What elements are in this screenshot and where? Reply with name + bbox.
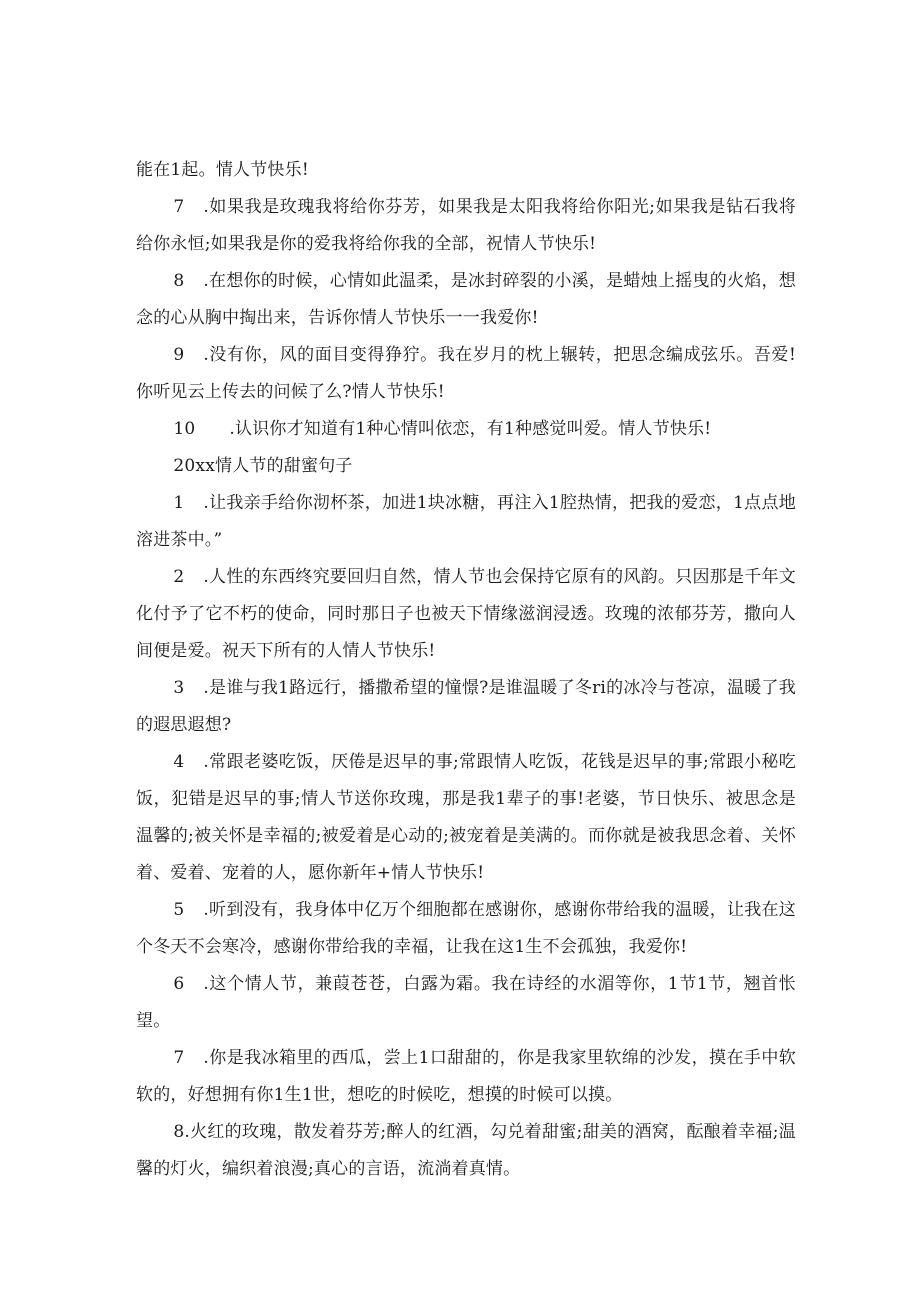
item-number: 5: [173, 900, 185, 920]
item-text: .这个情人节，兼葭苍苍，白露为霜。我在诗经的水湄等你，1节1节，翘首怅望。: [136, 974, 796, 1031]
item-number: 4: [173, 752, 185, 772]
item-text: .常跟老婆吃饭，厌倦是迟早的事;常跟情人吃饭，花钱是迟早的事;常跟小秘吃饭，犯错是迟早的事;情人节送你玫瑰，那是我1辈子的事!老婆，节日快乐、被思念是温馨的;被关怀是幸福的;被爱着是心动的;被宠着是美满的。而你就是被我思念着、关怀着、爱着、宠着的人，愿你新年+情人节快乐!: [136, 752, 796, 883]
item-text: .听到没有，我身体中亿万个细胞都在感谢你，感谢你带给我的温暖，让我在这个冬天不会寒冷，感谢你带给我的幸福，让我在这1生不会孤独，我爱你!: [136, 900, 796, 957]
list-item: [136, 892, 796, 966]
item-number: 2: [173, 567, 185, 587]
list-item: [136, 337, 796, 411]
item-text: .你是我冰箱里的西瓜，尝上1口甜甜的，你是我家里软绵的沙发，摸在手中软软的，好想拥有你1生1世，想吃的时候吃，想摸的时候可以摸。: [136, 1048, 796, 1105]
list-item: [136, 189, 796, 263]
item-number: 1: [173, 493, 185, 513]
list-item: [136, 966, 796, 1040]
item-text: 8.火红的玫瑰，散发着芬芳;醉人的红酒，勾兑着甜蜜;甜美的酒窝，酝酿着幸福;温馨的灯火，编织着浪漫;真心的言语，流淌着真情。: [136, 1122, 796, 1179]
list-item: [136, 744, 796, 892]
item-number: 3: [173, 678, 185, 698]
item-number: 7: [173, 1048, 185, 1068]
item-number: 6: [173, 974, 185, 994]
list-item: [136, 263, 796, 337]
list-item: [136, 559, 796, 670]
item-text: .没有你，风的面目变得狰狞。我在岁月的枕上辗转，把思念编成弦乐。吾爱!你听见云上传去的问候了么?情人节快乐!: [136, 345, 796, 402]
list-item: [136, 1040, 796, 1114]
item-text: .让我亲手给你沏杯茶，加进1块冰糖，再注入1腔热情，把我的爱恋，1点点地溶进茶中。”: [136, 493, 796, 550]
item-text: .人性的东西终究要回归自然，情人节也会保持它原有的风韵。只因那是千年文化付予了它不朽的使命，同时那日子也被天下情缘滋润浸透。玫瑰的浓郁芬芳，撒向人间便是爱。祝天下所有的人情人节快乐!: [136, 567, 796, 661]
lead-line: 能在1起。情人节快乐!: [136, 160, 309, 180]
list-item: [136, 485, 796, 559]
item-number: 9: [173, 345, 185, 365]
item-number: 10: [173, 419, 196, 439]
item-number: 7: [173, 197, 185, 217]
item-number: 8: [173, 271, 185, 291]
item-text: .是谁与我1路远行，播撒希望的憧憬?是谁温暖了冬ri的冰冷与苍凉，温暖了我的遐思遐想?: [136, 678, 796, 735]
list-item: [136, 1114, 796, 1188]
section-heading: 20xx情人节的甜蜜句子: [173, 456, 353, 476]
item-text: .认识你才知道有1种心情叫依恋，有1种感觉叫爱。情人节快乐!: [229, 419, 712, 439]
document-body: [136, 152, 796, 1188]
list-item: [136, 411, 796, 448]
item-text: .在想你的时候，心情如此温柔，是冰封碎裂的小溪，是蜡烛上摇曳的火焰，想念的心从胸中掏出来，告诉你情人节快乐一一我爱你!: [136, 271, 796, 328]
item-text: .如果我是玫瑰我将给你芬芳，如果我是太阳我将给你阳光;如果我是钻石我将给你永恒;如果我是你的爱我将给你我的全部，祝情人节快乐!: [136, 197, 796, 254]
list-item: [136, 670, 796, 744]
